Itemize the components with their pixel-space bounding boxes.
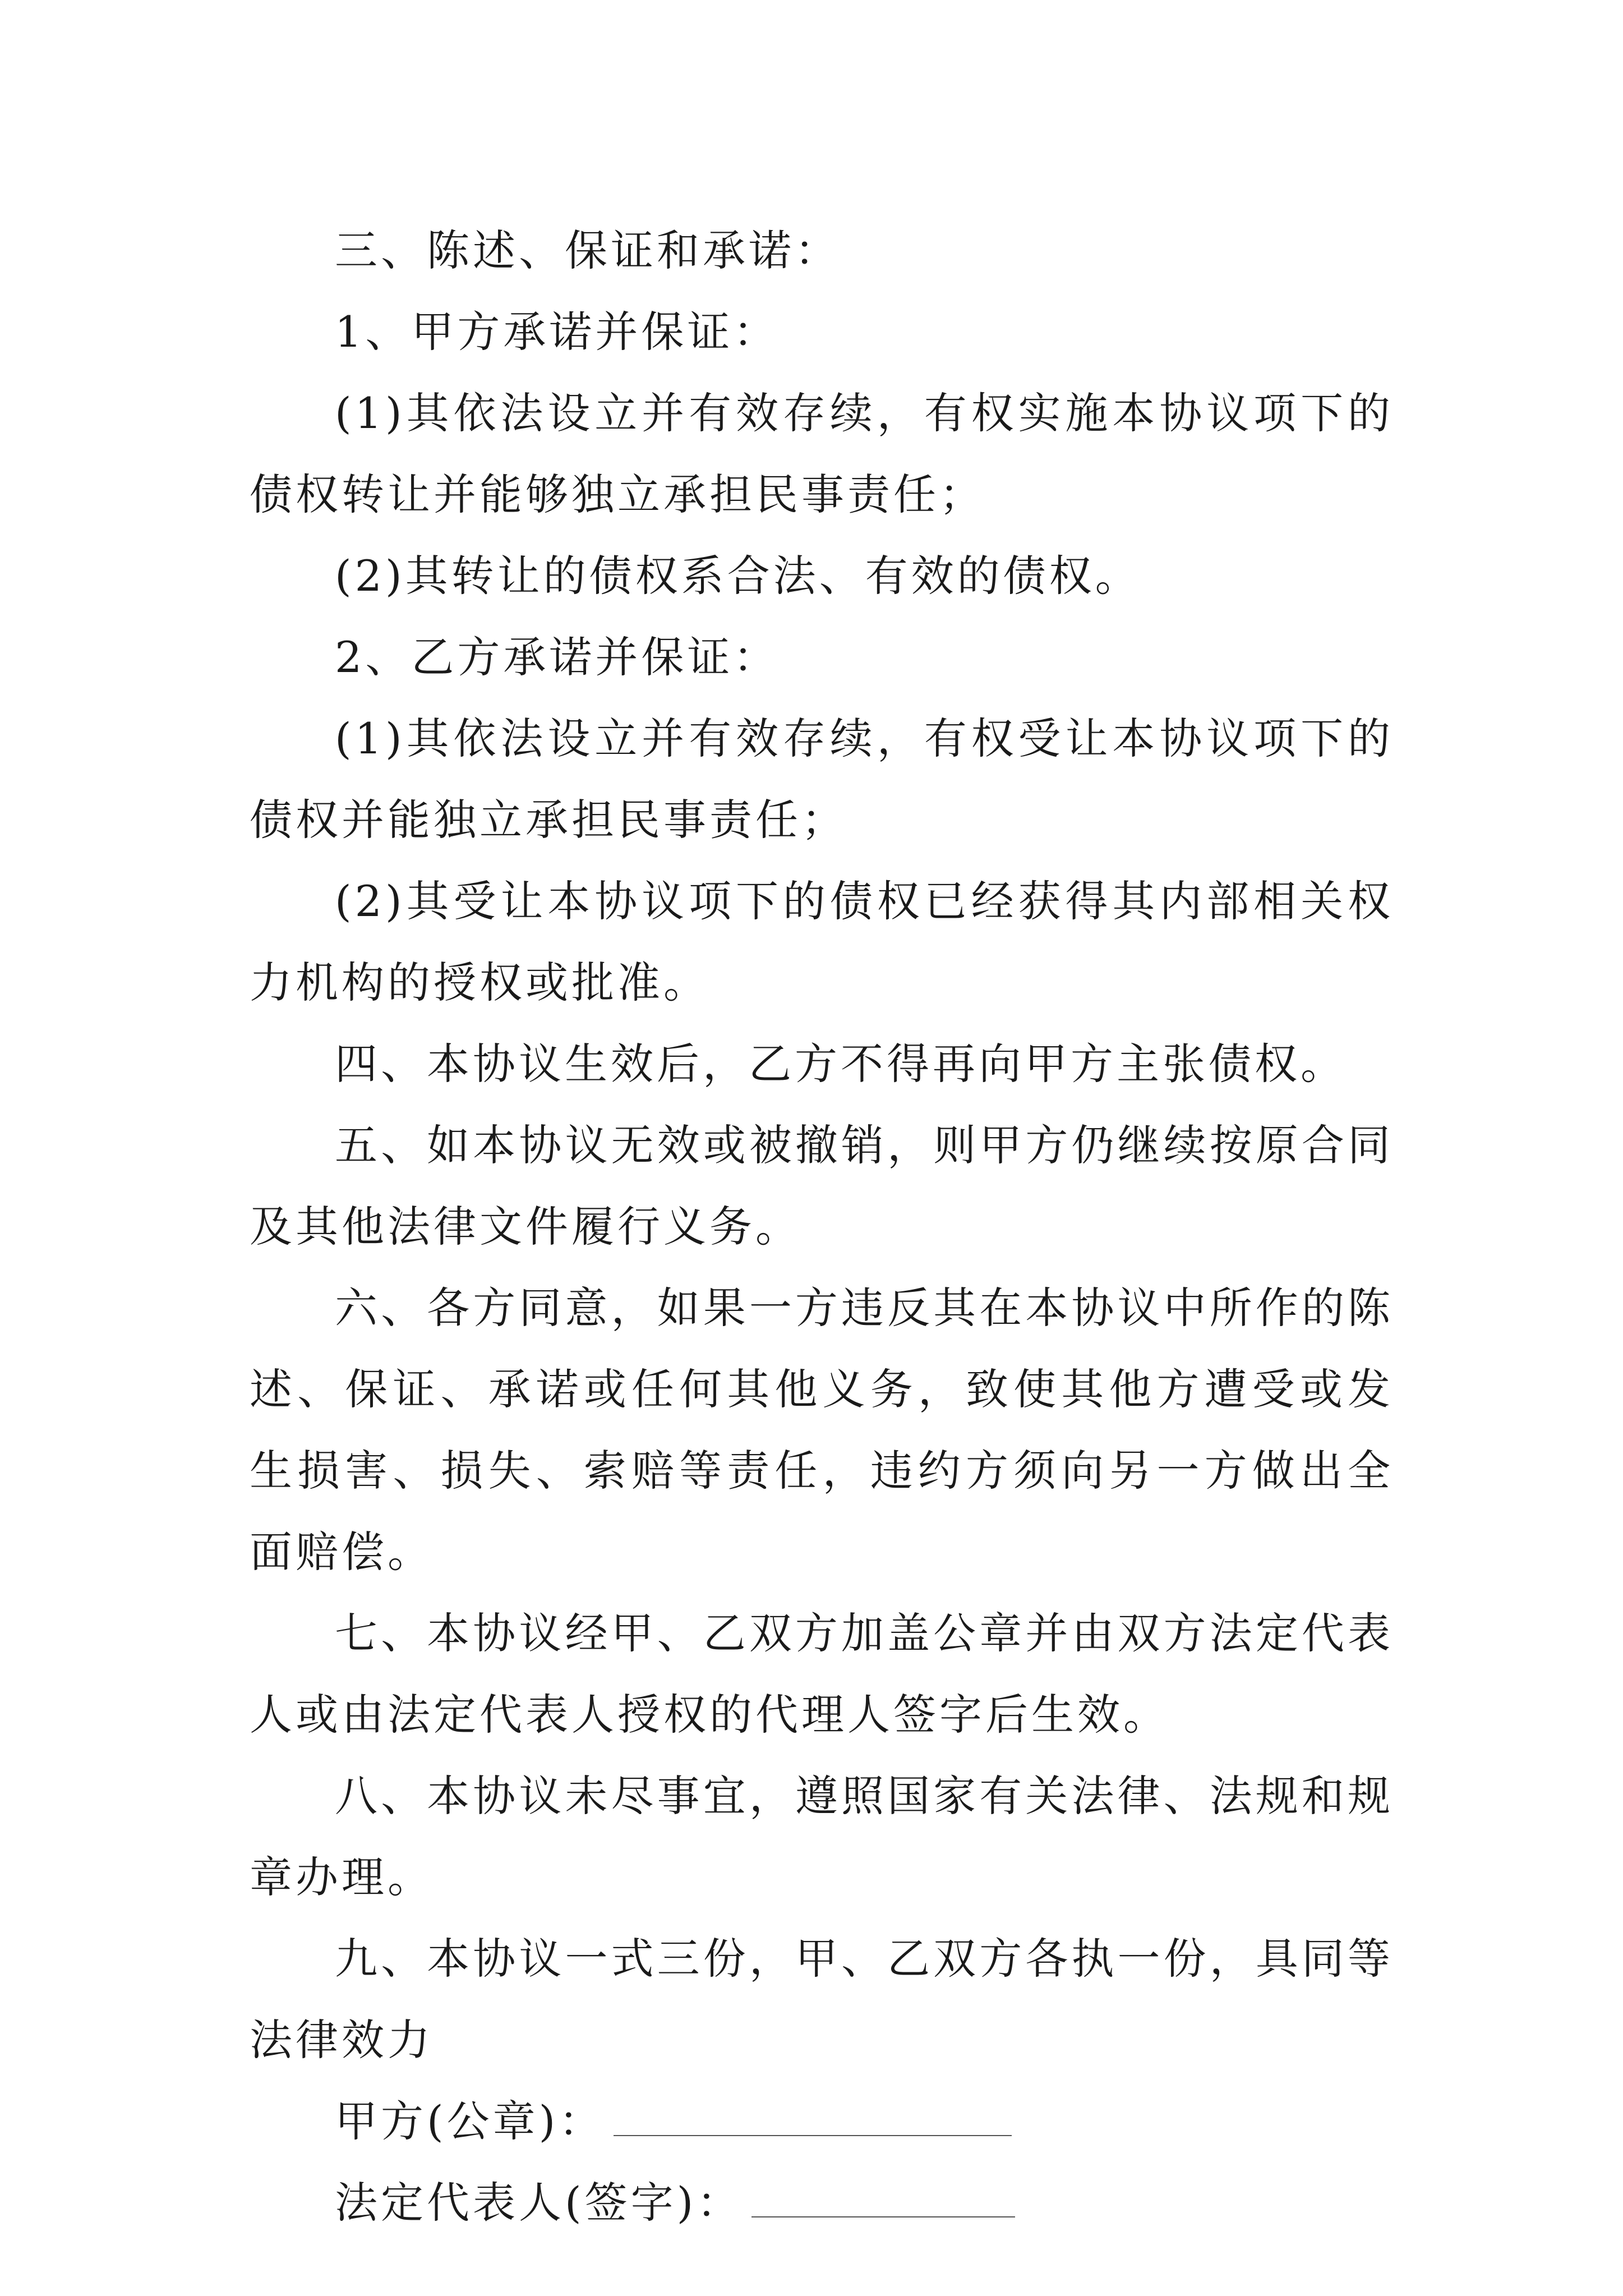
- party-b-clause-2: (2)其受让本协议项下的债权已经获得其内部相关权力机构的授权或批准。: [250, 876, 1394, 1007]
- legal-rep-label: 法定代表人(签字)：: [335, 2178, 743, 2228]
- party-a-clause-1: (1)其依法设立并有效存续，有权实施本协议项下的债权转让并能够独立承担民事责任；: [250, 388, 1394, 519]
- party-a-clause-2: (2)其转让的债权系合法、有效的债权。: [335, 551, 1141, 601]
- party-a-signature-line: [250, 2081, 1394, 2162]
- document-body: [250, 210, 1394, 2243]
- party-b-commitment-heading: 2、乙方承诺并保证：: [335, 632, 780, 682]
- section-5: 五、如本协议无效或被撤销，则甲方仍继续按原合同及其他法律文件履行义务。: [250, 1120, 1394, 1251]
- party-a-commitment-heading: 1、甲方承诺并保证：: [335, 307, 780, 357]
- legal-rep-signature-line: [250, 2162, 1394, 2243]
- section-4: 四、本协议生效后，乙方不得再向甲方主张债权。: [335, 1039, 1347, 1089]
- section-9: 九、本协议一式三份，甲、乙双方各执一份，具同等法律效力: [250, 1934, 1394, 2065]
- section-8: 八、本协议未尽事宜，遵照国家有关法律、法规和规章办理。: [250, 1771, 1394, 1902]
- party-a-seal-label: 甲方(公章)：: [335, 2096, 605, 2146]
- legal-rep-signature-field[interactable]: [751, 2188, 1015, 2217]
- party-a-seal-field[interactable]: [614, 2107, 1012, 2136]
- party-b-clause-1: (1)其依法设立并有效存续，有权受让本协议项下的债权并能独立承担民事责任；: [250, 714, 1394, 845]
- section-3-heading: 三、陈述、保证和承诺：: [335, 226, 841, 275]
- section-6: 六、各方同意，如果一方违反其在本协议中所作的陈述、保证、承诺或任何其他义务，致使其他方遭受或发生损害、损失、索赔等责任，违约方须向另一方做出全面赔偿。: [250, 1283, 1394, 1577]
- section-7: 七、本协议经甲、乙双方加盖公章并由双方法定代表人或由法定代表人授权的代理人签字后生效。: [250, 1608, 1394, 1740]
